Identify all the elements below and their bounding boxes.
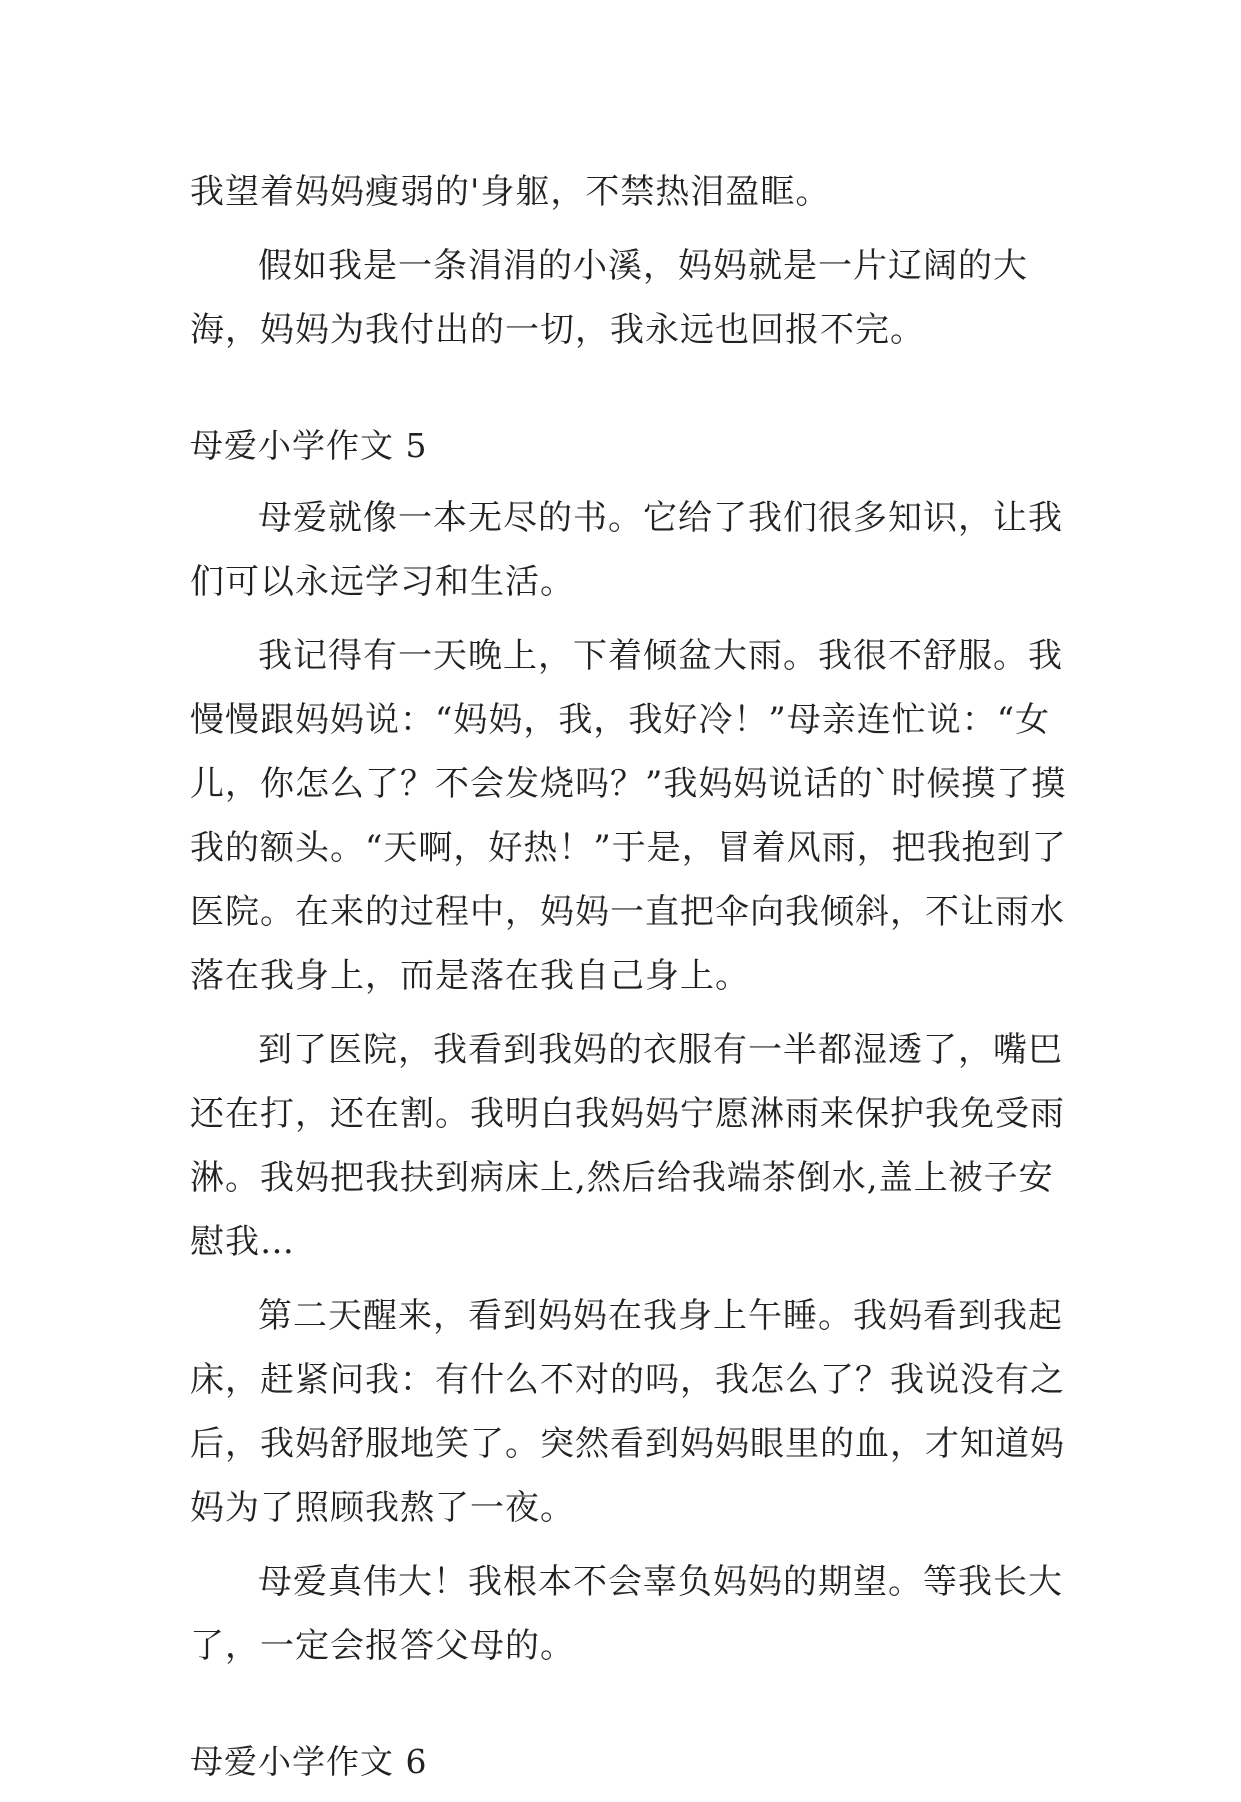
section-essay-6 [190, 1730, 1070, 1794]
section-continuation [190, 160, 1070, 362]
paragraph: 假如我是一条涓涓的小溪，妈妈就是一片辽阔的大海，妈妈为我付出的一切，我永远也回报不完。 [190, 246, 1028, 350]
document-content [190, 160, 1070, 1802]
section-title: 母爱小学作文 6 [190, 1742, 428, 1781]
paragraph: 母爱真伟大！我根本不会辜负妈妈的期望。等我长大了，一定会报答父母的。 [190, 1562, 1063, 1666]
paragraph: 我望着妈妈瘦弱的'身躯，不禁热泪盈眶。 [190, 172, 831, 212]
paragraph: 到了医院，我看到我妈的衣服有一半都湿透了，嘴巴还在打，还在割。我明白我妈妈宁愿淋雨来保护我免受雨淋。我妈把我扶到病床上,然后给我端茶倒水,盖上被子安慰我… [190, 1030, 1065, 1262]
paragraph: 我记得有一天晚上，下着倾盆大雨。我很不舒服。我慢慢跟妈妈说：“妈妈，我，我好冷！”母亲连忙说：“女儿，你怎么了？不会发烧吗？”我妈妈说话的`时候摸了摸我的额头。“天啊，好热！”于是，冒着风雨，把我抱到了医院。在来的过程中，妈妈一直把伞向我倾斜，不让雨水落在我身上，而是落在我自己身上。 [190, 636, 1067, 996]
paragraph: 母爱就像一本无尽的书。它给了我们很多知识，让我们可以永远学习和生活。 [190, 498, 1063, 602]
paragraph: 第二天醒来，看到妈妈在我身上午睡。我妈看到我起床，赶紧问我：有什么不对的吗，我怎么了？我说没有之后，我妈舒服地笑了。突然看到妈妈眼里的血，才知道妈妈为了照顾我熬了一夜。 [190, 1296, 1065, 1528]
section-essay-5 [190, 414, 1070, 1678]
section-title: 母爱小学作文 5 [190, 426, 428, 465]
